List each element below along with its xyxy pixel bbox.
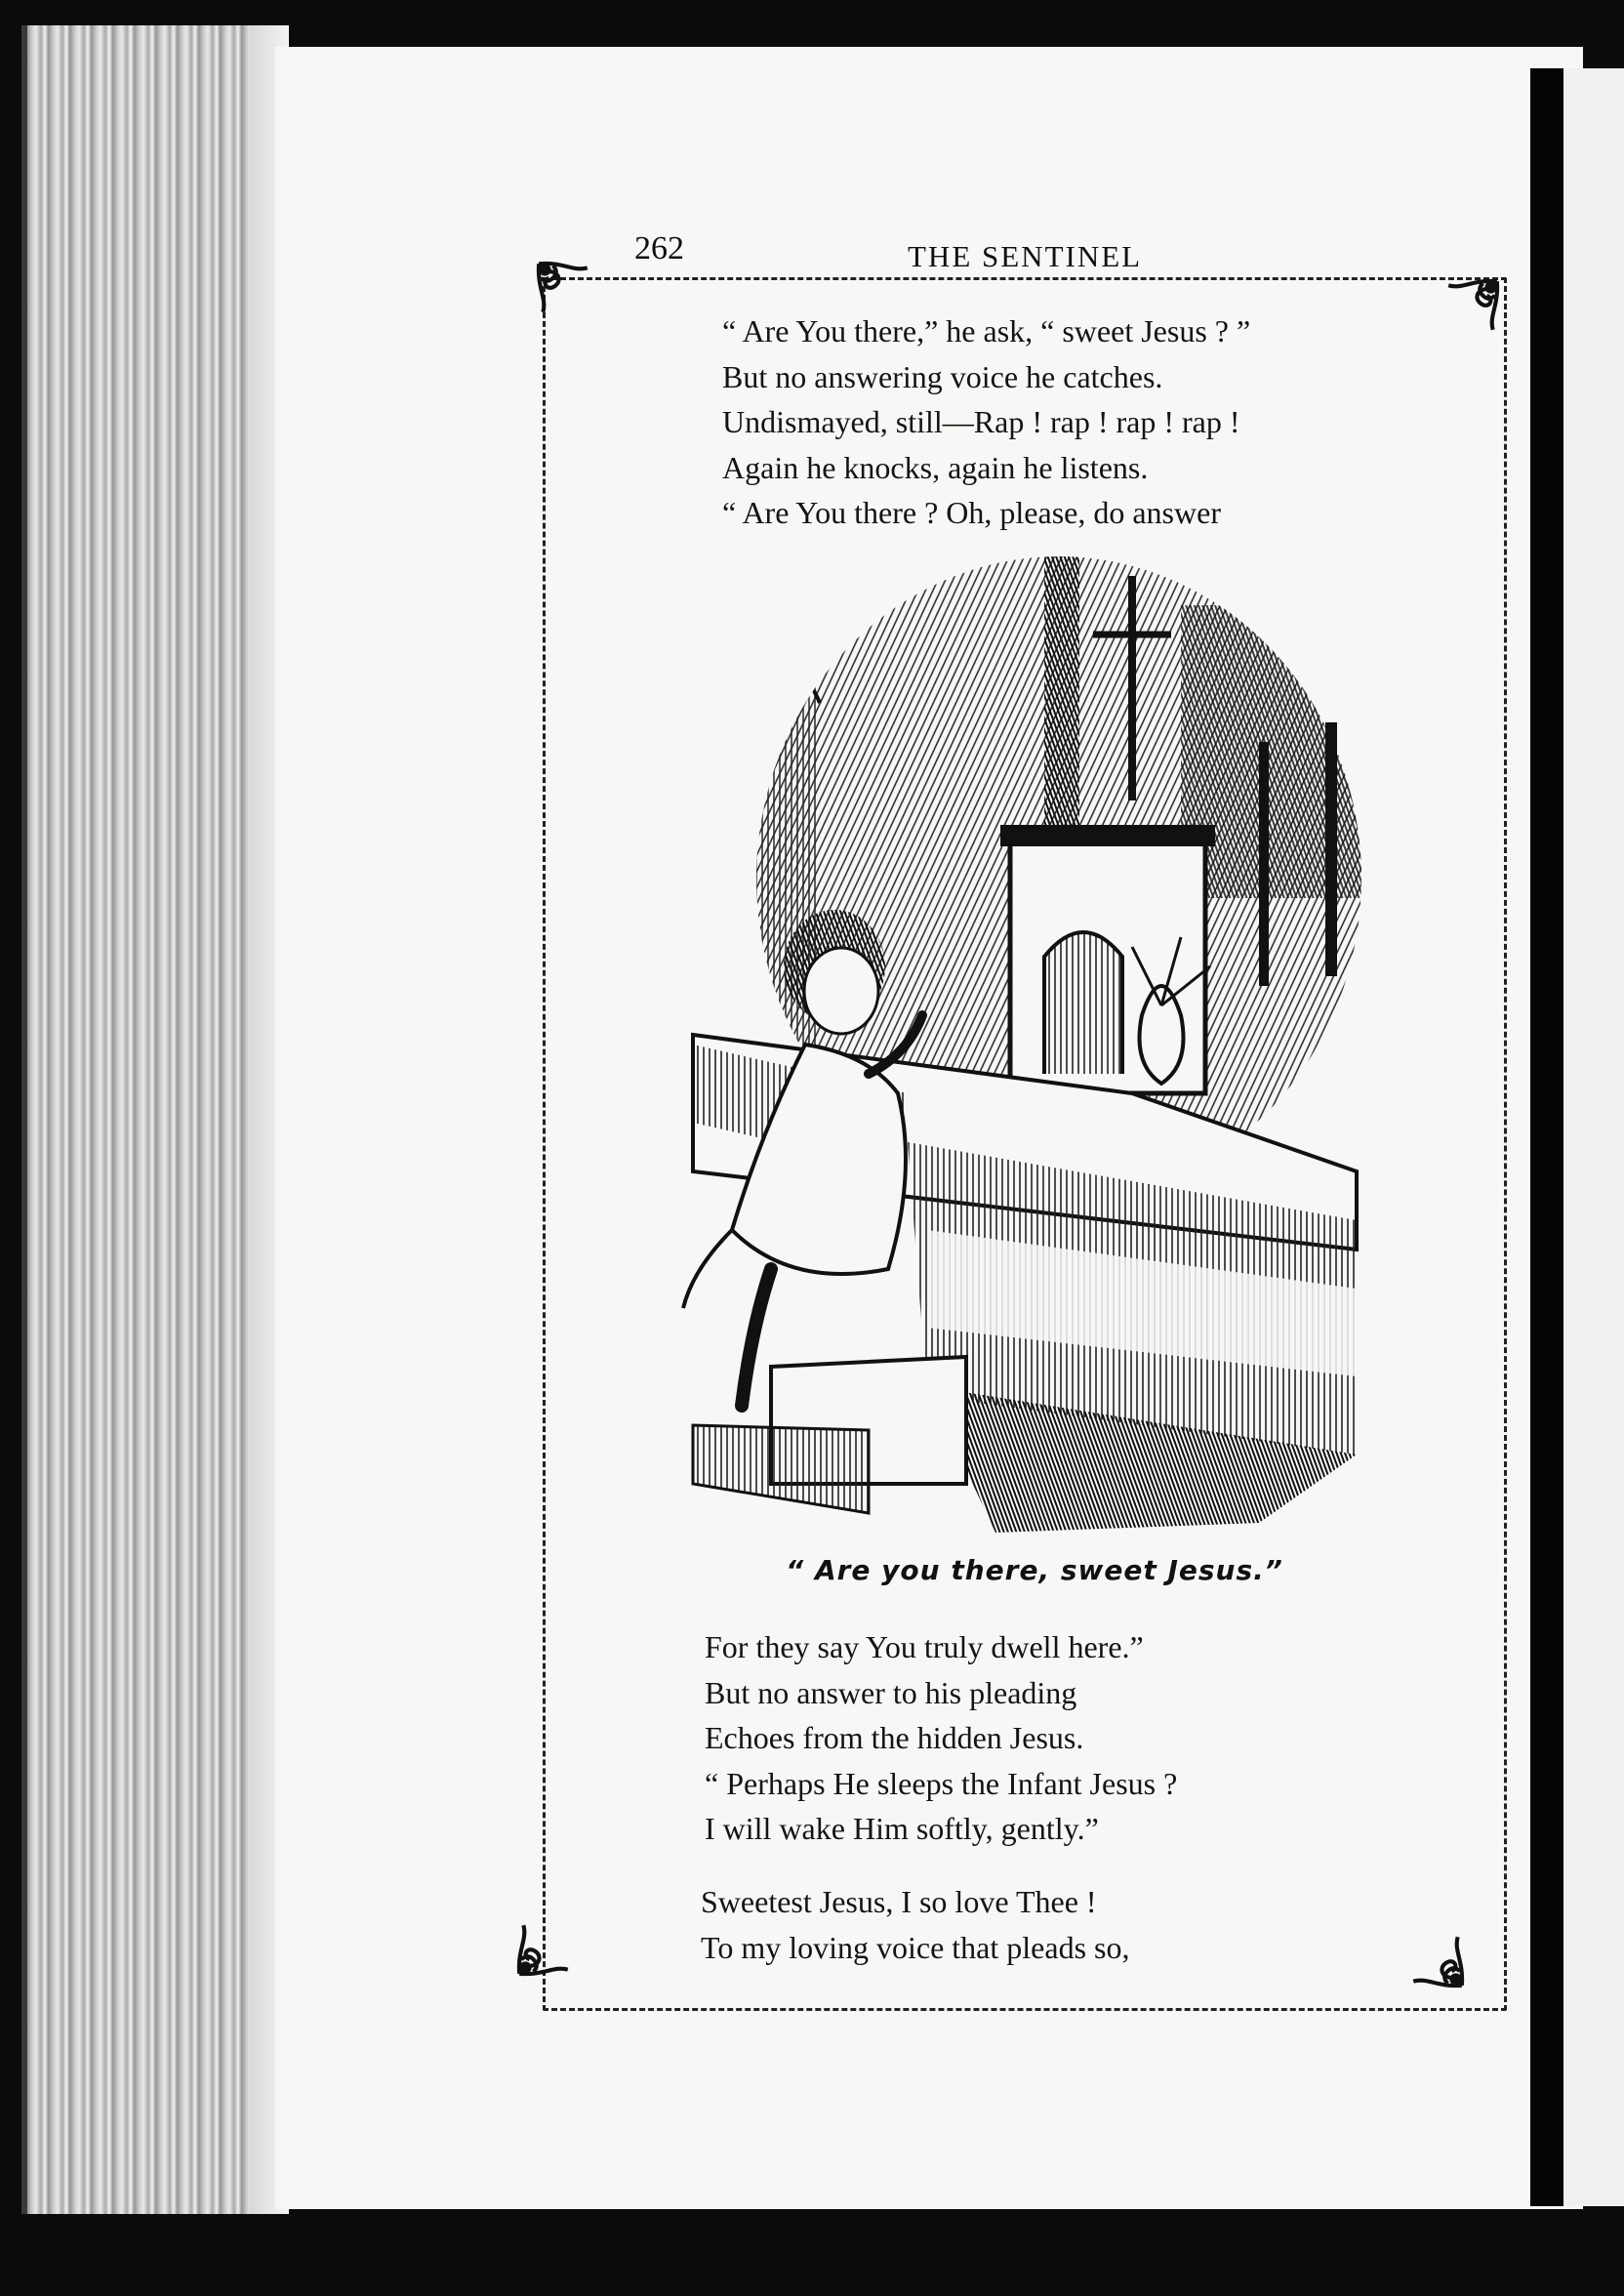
poem-stanza [722,308,1250,536]
poem-stanza [705,1624,1177,1852]
poem-line: Again he knocks, again he listens. [722,449,1149,485]
ornament-corner-icon [513,1919,574,1980]
poem-stanza [701,1879,1129,1970]
engraving-illustration [673,547,1376,1552]
page-number: 262 [634,230,684,266]
book-gutter [1530,68,1563,2206]
poem-line: But no answer to his pleading [705,1674,1077,1710]
poem-line: Undismayed, still—Rap ! rap ! rap ! rap ! [722,404,1240,439]
ornament-corner-icon [1442,275,1503,336]
poem-line: But no answering voice he catches. [722,358,1163,394]
running-title: THE SENTINEL [908,239,1143,273]
book-page-edges [21,25,289,2214]
poem-line: “ Perhaps He sleeps the Infant Jesus ? [705,1765,1178,1801]
poem-line: For they say You truly dwell here.” [705,1629,1144,1664]
ornament-corner-icon [1407,1931,1468,1991]
poem-line: “ Are You there,” he ask, “ sweet Jesus ? ” [722,313,1251,348]
poem-line: Sweetest Jesus, I so love Thee ! [701,1884,1097,1919]
facing-page-edge [1563,68,1624,2206]
poem-line: I will wake Him softly, gently.” [705,1811,1099,1846]
poem-line: To my loving voice that pleads so, [701,1929,1130,1965]
poem-line: “ Are You there ? Oh, please, do answer [722,495,1221,530]
illustration-caption: “ Are you there, sweet Jesus.” [786,1554,1283,1586]
poem-line: Echoes from the hidden Jesus. [705,1720,1084,1755]
ornament-corner-icon [533,258,593,318]
